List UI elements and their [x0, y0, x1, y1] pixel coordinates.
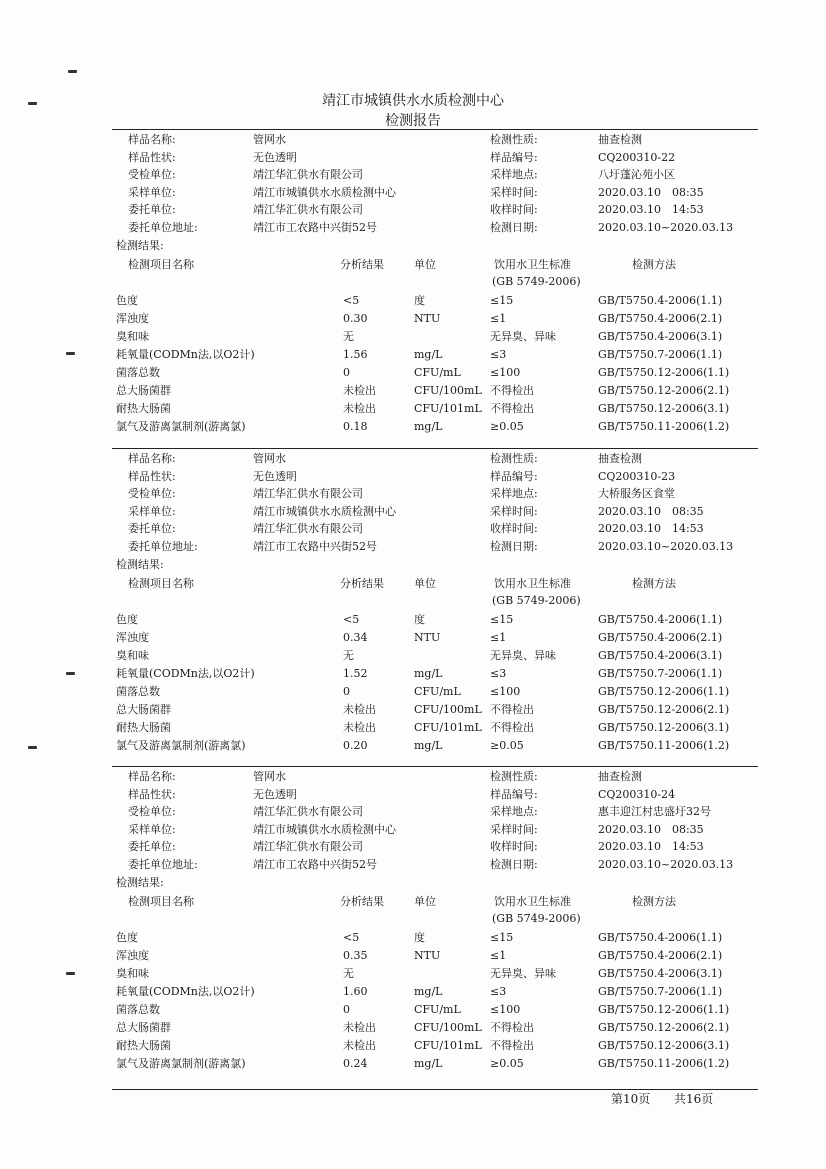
row-standard: ≤1	[490, 630, 507, 644]
row-item: 浑浊度	[116, 311, 149, 325]
value-sample-no: CQ200310-22	[598, 150, 676, 164]
row-item: 耐热大肠菌	[116, 1039, 171, 1053]
value-entrusting-address: 靖江市工农路中兴街52号	[253, 221, 377, 234]
label-entrusting-unit: 委托单位:	[128, 522, 176, 536]
row-unit: NTU	[414, 948, 441, 962]
row-result: 1.60	[343, 984, 368, 998]
header-standard: 饮用水卫生标准	[494, 257, 571, 271]
row-method: GB/T5750.12-2006(2.1)	[598, 384, 730, 398]
value-sampling-unit: 靖江市城镇供水水质检测中心	[253, 185, 396, 199]
value-sample-state: 无色透明	[253, 469, 297, 483]
section-rule	[112, 129, 758, 130]
label-sample-no: 样品编号:	[490, 469, 538, 483]
value-sampling-time: 2020.03.10 08:35	[598, 185, 704, 199]
header-standard-code: (GB 5749-2006)	[492, 274, 581, 288]
label-entrusting-address: 委托单位地址:	[128, 858, 198, 871]
scan-mark	[68, 70, 77, 73]
label-inspected-unit: 受检单位:	[128, 487, 176, 501]
row-method: GB/T5750.4-2006(2.1)	[598, 948, 723, 962]
row-standard: 无异臭、异味	[490, 966, 556, 980]
label-sample-no: 样品编号:	[490, 787, 538, 801]
row-item: 氯气及游离氯制剂(游离氯)	[116, 420, 246, 434]
scan-mark	[66, 352, 75, 355]
row-method: GB/T5750.11-2006(1.2)	[598, 420, 730, 434]
row-method: GB/T5750.12-2006(3.1)	[598, 721, 730, 735]
row-result: 0.34	[343, 630, 368, 644]
label-sampling-time: 采样时间:	[490, 185, 538, 199]
row-method: GB/T5750.4-2006(3.1)	[598, 329, 723, 343]
header-method: 检测方法	[632, 257, 676, 271]
row-unit: mg/L	[414, 420, 443, 434]
row-standard: ≤15	[490, 293, 514, 307]
row-result: 未检出	[343, 1021, 376, 1035]
row-standard: ≤100	[490, 685, 521, 698]
header-result: 分析结果	[340, 257, 384, 271]
header-unit: 单位	[414, 576, 436, 590]
label-test-date: 检测日期:	[490, 540, 538, 553]
value-test-date: 2020.03.10~2020.03.13	[598, 540, 734, 553]
label-sample-name: 样品名称:	[128, 133, 176, 146]
scan-mark	[66, 672, 75, 675]
row-method: GB/T5750.7-2006(1.1)	[598, 347, 723, 361]
row-unit: 度	[414, 293, 425, 307]
value-sampling-site: 大桥服务区食堂	[598, 487, 675, 501]
row-unit: CFU/mL	[414, 685, 461, 698]
row-result: 0	[343, 1003, 350, 1016]
value-entrusting-address: 靖江市工农路中兴街52号	[253, 540, 377, 553]
label-sampling-site: 采样地点:	[490, 805, 538, 819]
row-method: GB/T5750.12-2006(1.1)	[598, 1003, 730, 1016]
label-test-date: 检测日期:	[490, 221, 538, 234]
row-item: 总大肠菌群	[116, 1021, 171, 1035]
row-result: 1.56	[343, 347, 368, 361]
row-result: 未检出	[343, 721, 376, 735]
row-standard: 不得检出	[490, 402, 534, 416]
value-sampling-site: 惠丰迎江村忠盛圩32号	[598, 805, 711, 819]
row-result: 0	[343, 366, 350, 379]
scan-mark	[28, 102, 37, 105]
label-sampling-site: 采样地点:	[490, 168, 538, 182]
row-result: 未检出	[343, 384, 376, 398]
results-label: 检测结果:	[116, 875, 164, 889]
row-result: 0.18	[343, 420, 368, 434]
header-standard: 饮用水卫生标准	[494, 576, 571, 590]
row-method: GB/T5750.12-2006(2.1)	[598, 1021, 730, 1035]
row-unit: mg/L	[414, 347, 443, 361]
label-entrusting-address: 委托单位地址:	[128, 540, 198, 553]
row-item: 耗氧量(CODMn法,以O2计)	[116, 347, 255, 361]
label-test-date: 检测日期:	[490, 858, 538, 871]
row-item: 氯气及游离氯制剂(游离氯)	[116, 739, 246, 753]
header-result: 分析结果	[340, 894, 384, 908]
value-sampling-site: 八圩蓬沁苑小区	[598, 168, 675, 182]
scan-mark	[66, 972, 75, 975]
row-item: 色度	[116, 293, 138, 307]
row-standard: ≤3	[490, 984, 507, 998]
row-item: 臭和味	[116, 329, 149, 343]
row-method: GB/T5750.4-2006(3.1)	[598, 966, 723, 980]
row-unit: CFU/mL	[414, 366, 461, 379]
value-receive-time: 2020.03.10 14:53	[598, 840, 704, 854]
value-sampling-time: 2020.03.10 08:35	[598, 822, 704, 836]
header-standard-code: (GB 5749-2006)	[492, 593, 581, 607]
row-item: 氯气及游离氯制剂(游离氯)	[116, 1057, 246, 1071]
label-sample-name: 样品名称:	[128, 770, 176, 783]
label-sampling-unit: 采样单位:	[128, 185, 176, 199]
row-item: 耐热大肠菌	[116, 402, 171, 416]
row-item: 菌落总数	[116, 685, 160, 698]
row-result: 未检出	[343, 1039, 376, 1053]
value-test-date: 2020.03.10~2020.03.13	[598, 858, 734, 871]
row-result: 0.35	[343, 948, 368, 962]
value-sample-name: 管网水	[253, 452, 286, 465]
row-result: 无	[343, 648, 354, 662]
row-method: GB/T5750.11-2006(1.2)	[598, 739, 730, 753]
value-sample-no: CQ200310-24	[598, 787, 676, 801]
row-method: GB/T5750.4-2006(1.1)	[598, 293, 723, 307]
value-test-date: 2020.03.10~2020.03.13	[598, 221, 734, 234]
value-entrusting-address: 靖江市工农路中兴街52号	[253, 858, 377, 871]
row-result: <5	[343, 293, 360, 307]
row-standard: 不得检出	[490, 384, 534, 398]
row-item: 总大肠菌群	[116, 703, 171, 717]
value-receive-time: 2020.03.10 14:53	[598, 522, 704, 536]
row-standard: ≤1	[490, 311, 507, 325]
row-unit: 度	[414, 930, 425, 944]
row-unit: CFU/101mL	[414, 402, 482, 416]
row-result: <5	[343, 930, 360, 944]
row-unit: CFU/100mL	[414, 384, 482, 398]
header-result: 分析结果	[340, 576, 384, 590]
value-entrusting-unit: 靖江华汇供水有限公司	[253, 840, 363, 854]
page-total: 共16页	[674, 1092, 714, 1106]
label-sample-state: 样品性状:	[128, 150, 176, 164]
value-sampling-time: 2020.03.10 08:35	[598, 504, 704, 518]
report-subtitle: 检测报告	[385, 113, 441, 129]
label-sampling-time: 采样时间:	[490, 822, 538, 836]
label-test-nature: 检测性质:	[490, 770, 538, 783]
report-title: 靖江市城镇供水水质检测中心	[322, 93, 504, 109]
label-test-nature: 检测性质:	[490, 133, 538, 146]
row-item: 浑浊度	[116, 630, 149, 644]
value-inspected-unit: 靖江华汇供水有限公司	[253, 805, 363, 819]
section-rule	[112, 448, 758, 449]
row-method: GB/T5750.7-2006(1.1)	[598, 666, 723, 680]
value-sampling-unit: 靖江市城镇供水水质检测中心	[253, 504, 396, 518]
row-unit: 度	[414, 612, 425, 626]
row-unit: NTU	[414, 311, 441, 325]
header-standard-code: (GB 5749-2006)	[492, 911, 581, 925]
row-result: 0.30	[343, 311, 368, 325]
row-standard: 不得检出	[490, 703, 534, 717]
value-sample-state: 无色透明	[253, 150, 297, 164]
header-method: 检测方法	[632, 576, 676, 590]
row-standard: ≤1	[490, 948, 507, 962]
row-item: 总大肠菌群	[116, 384, 171, 398]
row-unit: mg/L	[414, 666, 443, 680]
label-entrusting-unit: 委托单位:	[128, 203, 176, 217]
row-item: 色度	[116, 930, 138, 944]
value-entrusting-unit: 靖江华汇供水有限公司	[253, 522, 363, 536]
row-result: 无	[343, 966, 354, 980]
row-unit: CFU/101mL	[414, 721, 482, 735]
label-sample-state: 样品性状:	[128, 787, 176, 801]
row-method: GB/T5750.12-2006(3.1)	[598, 1039, 730, 1053]
row-item: 耗氧量(CODMn法,以O2计)	[116, 984, 255, 998]
row-unit: mg/L	[414, 739, 443, 753]
header-item: 检测项目名称	[128, 576, 194, 590]
row-standard: 不得检出	[490, 721, 534, 735]
row-standard: 无异臭、异味	[490, 329, 556, 343]
results-label: 检测结果:	[116, 238, 164, 252]
row-result: 未检出	[343, 402, 376, 416]
header-unit: 单位	[414, 894, 436, 908]
row-result: 0	[343, 685, 350, 698]
row-item: 耗氧量(CODMn法,以O2计)	[116, 666, 255, 680]
row-standard: ≤15	[490, 612, 514, 626]
row-method: GB/T5750.4-2006(2.1)	[598, 311, 723, 325]
label-receive-time: 收样时间:	[490, 203, 538, 217]
section-rule	[112, 766, 758, 767]
page-current: 第10页	[611, 1092, 651, 1106]
value-sample-name: 管网水	[253, 770, 286, 783]
row-unit: NTU	[414, 630, 441, 644]
row-unit: CFU/mL	[414, 1003, 461, 1016]
row-result: 1.52	[343, 666, 368, 680]
row-unit: mg/L	[414, 1057, 443, 1071]
row-standard: ≥0.05	[490, 739, 524, 753]
row-method: GB/T5750.4-2006(2.1)	[598, 630, 723, 644]
value-sample-state: 无色透明	[253, 787, 297, 801]
label-sample-no: 样品编号:	[490, 150, 538, 164]
value-test-nature: 抽查检测	[598, 452, 642, 465]
row-item: 菌落总数	[116, 1003, 160, 1016]
label-receive-time: 收样时间:	[490, 522, 538, 536]
row-method: GB/T5750.4-2006(3.1)	[598, 648, 723, 662]
scan-mark	[28, 746, 37, 749]
header-method: 检测方法	[632, 894, 676, 908]
row-item: 耐热大肠菌	[116, 721, 171, 735]
results-label: 检测结果:	[116, 557, 164, 571]
value-entrusting-unit: 靖江华汇供水有限公司	[253, 203, 363, 217]
value-sample-no: CQ200310-23	[598, 469, 676, 483]
row-method: GB/T5750.12-2006(2.1)	[598, 703, 730, 717]
row-unit: CFU/100mL	[414, 1021, 482, 1035]
header-standard: 饮用水卫生标准	[494, 894, 571, 908]
value-sample-name: 管网水	[253, 133, 286, 146]
row-item: 菌落总数	[116, 366, 160, 379]
row-standard: ≤15	[490, 930, 514, 944]
row-method: GB/T5750.12-2006(3.1)	[598, 402, 730, 416]
row-result: 0.24	[343, 1057, 368, 1071]
row-method: GB/T5750.12-2006(1.1)	[598, 685, 730, 698]
row-result: 0.20	[343, 739, 368, 753]
row-standard: 不得检出	[490, 1021, 534, 1035]
row-unit: CFU/100mL	[414, 703, 482, 717]
row-item: 臭和味	[116, 966, 149, 980]
label-sampling-site: 采样地点:	[490, 487, 538, 501]
label-sampling-time: 采样时间:	[490, 504, 538, 518]
row-method: GB/T5750.4-2006(1.1)	[598, 612, 723, 626]
label-entrusting-address: 委托单位地址:	[128, 221, 198, 234]
row-standard: ≤3	[490, 347, 507, 361]
row-unit: CFU/101mL	[414, 1039, 482, 1053]
row-standard: ≤3	[490, 666, 507, 680]
row-unit: mg/L	[414, 984, 443, 998]
row-standard: ≤100	[490, 1003, 521, 1016]
row-method: GB/T5750.7-2006(1.1)	[598, 984, 723, 998]
row-standard: ≥0.05	[490, 1057, 524, 1071]
label-inspected-unit: 受检单位:	[128, 805, 176, 819]
value-test-nature: 抽查检测	[598, 133, 642, 146]
header-item: 检测项目名称	[128, 257, 194, 271]
header-item: 检测项目名称	[128, 894, 194, 908]
label-inspected-unit: 受检单位:	[128, 168, 176, 182]
label-sampling-unit: 采样单位:	[128, 822, 176, 836]
value-inspected-unit: 靖江华汇供水有限公司	[253, 487, 363, 501]
row-standard: 不得检出	[490, 1039, 534, 1053]
value-test-nature: 抽查检测	[598, 770, 642, 783]
row-result: 无	[343, 329, 354, 343]
label-sample-name: 样品名称:	[128, 452, 176, 465]
row-method: GB/T5750.11-2006(1.2)	[598, 1057, 730, 1071]
row-standard: 无异臭、异味	[490, 648, 556, 662]
label-sample-state: 样品性状:	[128, 469, 176, 483]
header-unit: 单位	[414, 257, 436, 271]
row-method: GB/T5750.4-2006(1.1)	[598, 930, 723, 944]
row-result: <5	[343, 612, 360, 626]
row-result: 未检出	[343, 703, 376, 717]
row-item: 色度	[116, 612, 138, 626]
label-sampling-unit: 采样单位:	[128, 504, 176, 518]
label-receive-time: 收样时间:	[490, 840, 538, 854]
label-test-nature: 检测性质:	[490, 452, 538, 465]
row-standard: ≤100	[490, 366, 521, 379]
label-entrusting-unit: 委托单位:	[128, 840, 176, 854]
row-item: 浑浊度	[116, 948, 149, 962]
row-item: 臭和味	[116, 648, 149, 662]
value-inspected-unit: 靖江华汇供水有限公司	[253, 168, 363, 182]
row-standard: ≥0.05	[490, 420, 524, 434]
value-receive-time: 2020.03.10 14:53	[598, 203, 704, 217]
row-method: GB/T5750.12-2006(1.1)	[598, 366, 730, 379]
value-sampling-unit: 靖江市城镇供水水质检测中心	[253, 822, 396, 836]
footer-rule	[112, 1089, 758, 1090]
